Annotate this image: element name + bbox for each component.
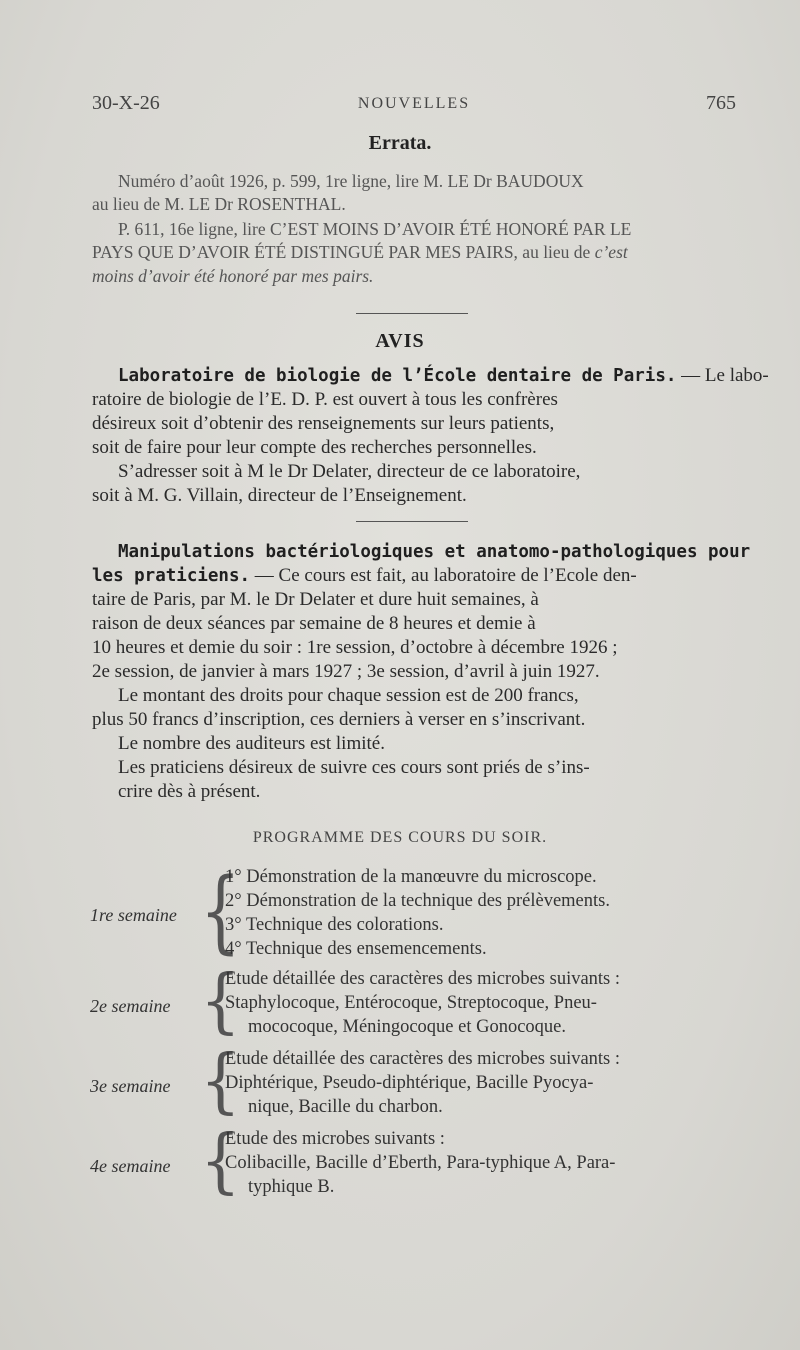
manip-line: 10 heures et demie du soir : 1re session, d’octobre à décembre 1926 ;	[92, 637, 618, 658]
manip-line: Le montant des droits pour chaque session est de 200 francs,	[118, 685, 579, 706]
errata-line: P. 611, 16e ligne, lire C’EST MOINS D’AVOIR ÉTÉ HONORÉ PAR LE	[118, 219, 632, 239]
week-item: 3° Technique des colorations.	[225, 915, 444, 935]
text-span: — Le labo-	[681, 365, 769, 386]
week-label: 4e semaine	[90, 1156, 171, 1176]
lab-paragraph-line: S’adresser soit à M le Dr Delater, directeur de ce laboratoire,	[118, 461, 581, 482]
manip-line: Le nombre des auditeurs est limité.	[118, 733, 385, 754]
errata-correction: PAYS QUE D’AVOIR ÉTÉ DISTINGUÉ PAR MES PAIRS,	[92, 242, 518, 262]
brace: {	[200, 861, 241, 965]
manip-line: Les praticiens désireux de suivre ces cours sont priés de s’ins-	[118, 757, 590, 778]
errata-line: Numéro d’août 1926, p. 599, 1re ligne, lire M. LE Dr BAUDOUX	[118, 171, 584, 191]
week-item: nique, Bacille du charbon.	[248, 1097, 443, 1117]
lab-paragraph-line	[118, 365, 769, 388]
programme-title: PROGRAMME DES COURS DU SOIR.	[252, 829, 548, 846]
manip-line	[92, 565, 637, 588]
errata-title: Errata.	[368, 132, 432, 154]
week-item: Etude détaillée des caractères des microbes suivants :	[225, 969, 621, 989]
running-header	[92, 92, 736, 122]
divider	[356, 521, 468, 522]
page-number: 765	[706, 92, 736, 114]
text-span: — Ce cours est fait, au laboratoire de l’Ecole den-	[254, 565, 637, 586]
week-item: typhique B.	[248, 1177, 335, 1197]
manip-line: crire dès à présent.	[118, 781, 261, 802]
brace: {	[200, 960, 241, 1042]
brace: {	[200, 1120, 241, 1202]
lab-paragraph-line: soit de faire pour leur compte des recherches personnelles.	[92, 437, 537, 458]
manip-heading-cont: les praticiens.	[92, 566, 251, 586]
week-item: Staphylocoque, Entérocoque, Streptocoque, Pneu-	[225, 993, 597, 1013]
errata-line	[92, 242, 628, 263]
week-item: 1° Démonstration de la manœuvre du microscope.	[225, 867, 597, 887]
week-item: Diphtérique, Pseudo-diphtérique, Bacille Pyocya-	[225, 1073, 594, 1093]
brace: {	[200, 1040, 241, 1122]
week-item: 2° Démonstration de la technique des prélèvements.	[225, 891, 610, 911]
manip-line: taire de Paris, par M. le Dr Delater et dure huit semaines, à	[92, 589, 539, 610]
lab-paragraph-line: désireux soit d’obtenir des renseignements sur leurs patients,	[92, 413, 555, 434]
errata-line: moins d’avoir été honoré par mes pairs.	[92, 266, 374, 286]
manip-heading-line	[118, 541, 750, 564]
avis-title: AVIS	[375, 330, 425, 352]
week-item: Etude détaillée des caractères des microbes suivants :	[225, 1049, 621, 1069]
header-section: NOUVELLES	[357, 95, 471, 112]
lab-paragraph-line: ratoire de biologie de l’E. D. P. est ouvert à tous les confrères	[92, 389, 558, 410]
lab-paragraph-line: soit à M. G. Villain, directeur de l’Enseignement.	[92, 485, 467, 506]
week-item: Colibacille, Bacille d’Eberth, Para-typhique A, Para-	[225, 1153, 616, 1173]
week-item: 4° Technique des ensemencements.	[225, 939, 487, 959]
manip-line: 2e session, de janvier à mars 1927 ; 3e session, d’avril à juin 1927.	[92, 661, 600, 682]
week-item: mococoque, Méningocoque et Gonocoque.	[248, 1017, 567, 1037]
week-label: 1re semaine	[90, 905, 177, 925]
manip-line: plus 50 francs d’inscription, ces derniers à verser en s’inscrivant.	[92, 709, 586, 730]
lab-heading: Laboratoire de biologie de l’École dentaire de Paris.	[118, 366, 677, 386]
errata-original: c’est	[594, 242, 628, 262]
week-label: 3e semaine	[90, 1076, 171, 1096]
week-item: Etude des microbes suivants :	[225, 1129, 445, 1149]
manip-heading: Manipulations bactériologiques et anatomo-pathologiques pour	[118, 542, 751, 562]
divider	[356, 313, 468, 314]
manip-line: raison de deux séances par semaine de 8 heures et demie à	[92, 613, 536, 634]
errata-text: au lieu de	[522, 242, 591, 262]
errata-line: au lieu de M. LE Dr ROSENTHAL.	[92, 194, 346, 214]
header-date: 30-X-26	[92, 92, 160, 114]
week-label: 2e semaine	[90, 996, 171, 1016]
